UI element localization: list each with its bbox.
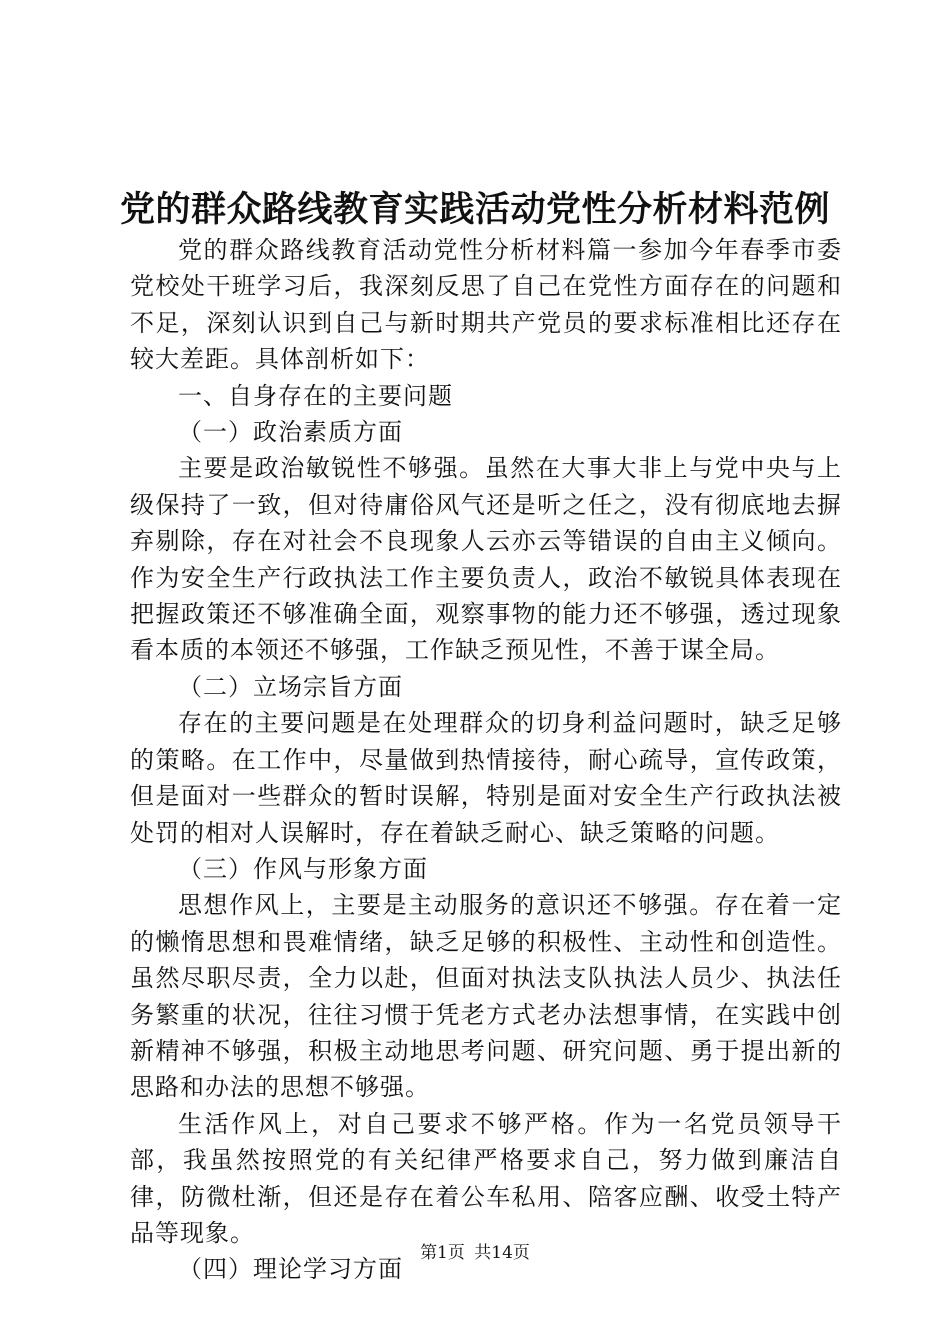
subsection-heading-style: （三）作风与形象方面 — [178, 854, 428, 883]
section-heading-main-problems: 一、自身存在的主要问题 — [178, 381, 453, 410]
paragraph-political: 主要是政治敏锐性不够强。虽然在大事大非上与党中央与上级保持了一致，但对待庸俗风气还是听之任之，没有彻底地去摒弃剔除，存在对社会不良现象人云亦云等错误的自由主义倾向。作为安全生产行政执法工作主要负责人，政治不敏锐具体表现在把握政策还不够准确全面，观察事物的能力还不够强，透过现象看本质的本领还不够强，工作缺乏预见性，不善于谋全局。 — [130, 454, 842, 665]
page-total: 共14页 — [474, 1243, 530, 1263]
document-body — [130, 232, 842, 1288]
subsection-heading-stance: （二）立场宗旨方面 — [178, 672, 403, 701]
paragraph-thinking-style: 思想作风上，主要是主动服务的意识还不够强。存在着一定的懒惰思想和畏难情绪，缺乏足够的积极性、主动性和创造性。虽然尽职尽责，全力以赴，但面对执法支队执法人员少、执法任务繁重的状况，往往习惯于凭老方式老办法想事情，在实践中创新精神不够强，积极主动地思考问题、研究问题、勇于提出新的思路和办法的思想不够强。 — [130, 891, 842, 1102]
subsection-heading-theory: （四）理论学习方面 — [178, 1255, 403, 1284]
document-title: 党的群众路线教育实践活动党性分析材料范例 — [119, 189, 830, 230]
page-number: 第1页 — [420, 1243, 465, 1263]
paragraph-living-style: 生活作风上，对自己要求不够严格。作为一名党员领导干部，我虽然按照党的有关纪律严格要求自己，努力做到廉洁自律，防微杜渐，但还是存在着公车私用、陪客应酬、收受土特产品等现象。 — [130, 1109, 842, 1247]
paragraph-stance: 存在的主要问题是在处理群众的切身利益问题时，缺乏足够的策略。在工作中，尽量做到热情接待，耐心疏导，宣传政策，但是面对一些群众的暂时误解，特别是面对安全生产行政执法被处罚的相对人误解时，存在着缺乏耐心、缺乏策略的问题。 — [130, 709, 842, 847]
paragraph-intro: 党的群众路线教育活动党性分析材料篇一参加今年春季市委党校处干班学习后，我深刻反思了自己在党性方面存在的问题和不足，深刻认识到自己与新时期共产党员的要求标准相比还存在较大差距。具体剖析如下： — [130, 236, 842, 374]
subsection-heading-political: （一）政治素质方面 — [178, 418, 403, 447]
page-footer — [0, 1242, 950, 1264]
